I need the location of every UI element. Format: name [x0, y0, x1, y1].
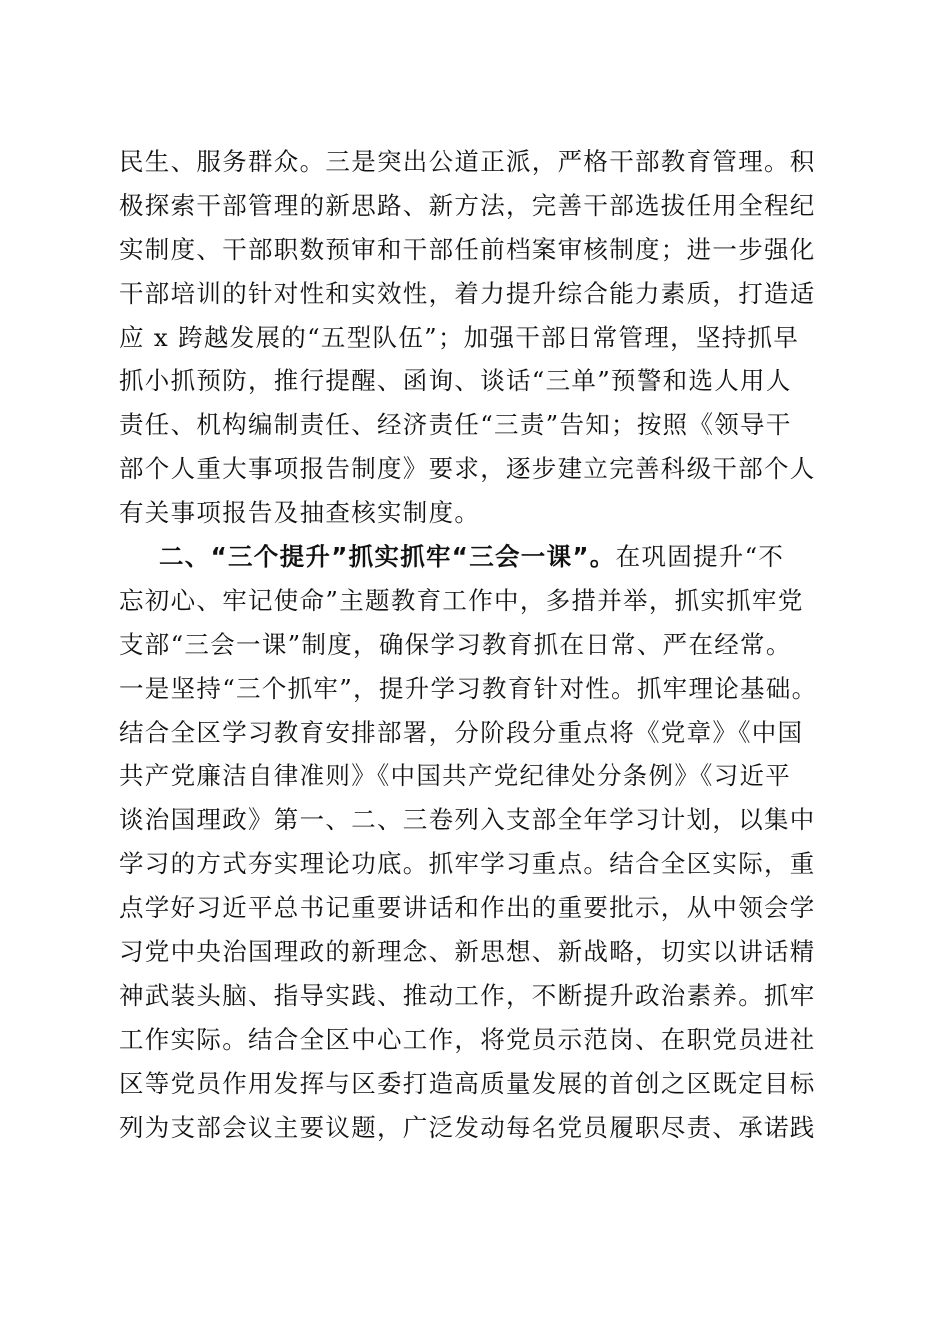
section-two-line-8: 学习的方式夯实理论功底。抓牢学习重点。结合全区实际，重: [119, 849, 816, 879]
section-two-line-2: 忘初心、牢记使命”主题教育工作中，多措并举，抓实抓牢党: [119, 585, 804, 615]
section-two-line-9: 点学好习近平总书记重要讲话和作出的重要批示，从中领会学: [119, 893, 816, 923]
paragraph-line-8: 部个人重大事项报告制度》要求，逐步建立完善科级干部个人: [119, 454, 816, 484]
section-two-line-14: 列为支部会议主要议题，广泛发动每名党员履职尽责、承诺践: [119, 1112, 816, 1142]
paragraph-line-9: 有关事项报告及抽查核实制度。: [119, 498, 481, 528]
section-two-line-11: 神武装头脑、指导实践、推动工作，不断提升政治素养。抓牢: [119, 980, 816, 1010]
paragraph-line-7: 责任、机构编制责任、经济责任“三责”告知；按照《领导干: [119, 410, 792, 440]
paragraph-line-3: 实制度、干部职数预审和干部任前档案审核制度；进一步强化: [119, 234, 816, 264]
paragraph-line-5: 应 x 跨越发展的“五型队伍”；加强干部日常管理，坚持抓早: [119, 322, 800, 352]
section-two-line-12: 工作实际。结合全区中心工作，将党员示范岗、在职党员进社: [119, 1024, 816, 1054]
section-two-line-4: 一是坚持“三个抓牢”，提升学习教育针对性。抓牢理论基础。: [119, 673, 818, 703]
section-two-line-10: 习党中央治国理政的新理念、新思想、新战略，切实以讲话精: [119, 937, 816, 967]
paragraph-line-2: 极探索干部管理的新思路、新方法，完善干部选拔任用全程纪: [119, 190, 816, 220]
section-two-first-line-text: 在巩固提升“不: [615, 542, 785, 572]
paragraph-line-4: 干部培训的针对性和实效性，着力提升综合能力素质，打造适: [119, 278, 816, 308]
paragraph-line-1: 民生、服务群众。三是突出公道正派，严格干部教育管理。积: [119, 147, 816, 176]
document-body: [119, 140, 839, 1149]
section-two-line-5: 结合全区学习教育安排部署，分阶段分重点将《党章》《中国: [119, 717, 804, 747]
section-two-first-line: [119, 535, 839, 579]
section-two-line-7: 谈治国理政》第一、二、三卷列入支部全年学习计划，以集中: [119, 805, 816, 835]
paragraph-line-6: 抓小抓预防，推行提醒、函询、谈话“三单”预警和选人用人: [119, 366, 792, 396]
section-heading: 二、“三个提升”抓实抓牢“三会一课”。: [159, 542, 616, 572]
section-two-line-6: 共产党廉洁自律准则》《中国共产党纪律处分条例》《习近平: [119, 761, 792, 791]
section-two-line-3: 支部“三会一课”制度，确保学习教育抓在日常、严在经常。: [119, 629, 792, 659]
section-two-line-13: 区等党员作用发挥与区委打造高质量发展的首创之区既定目标: [119, 1068, 816, 1098]
